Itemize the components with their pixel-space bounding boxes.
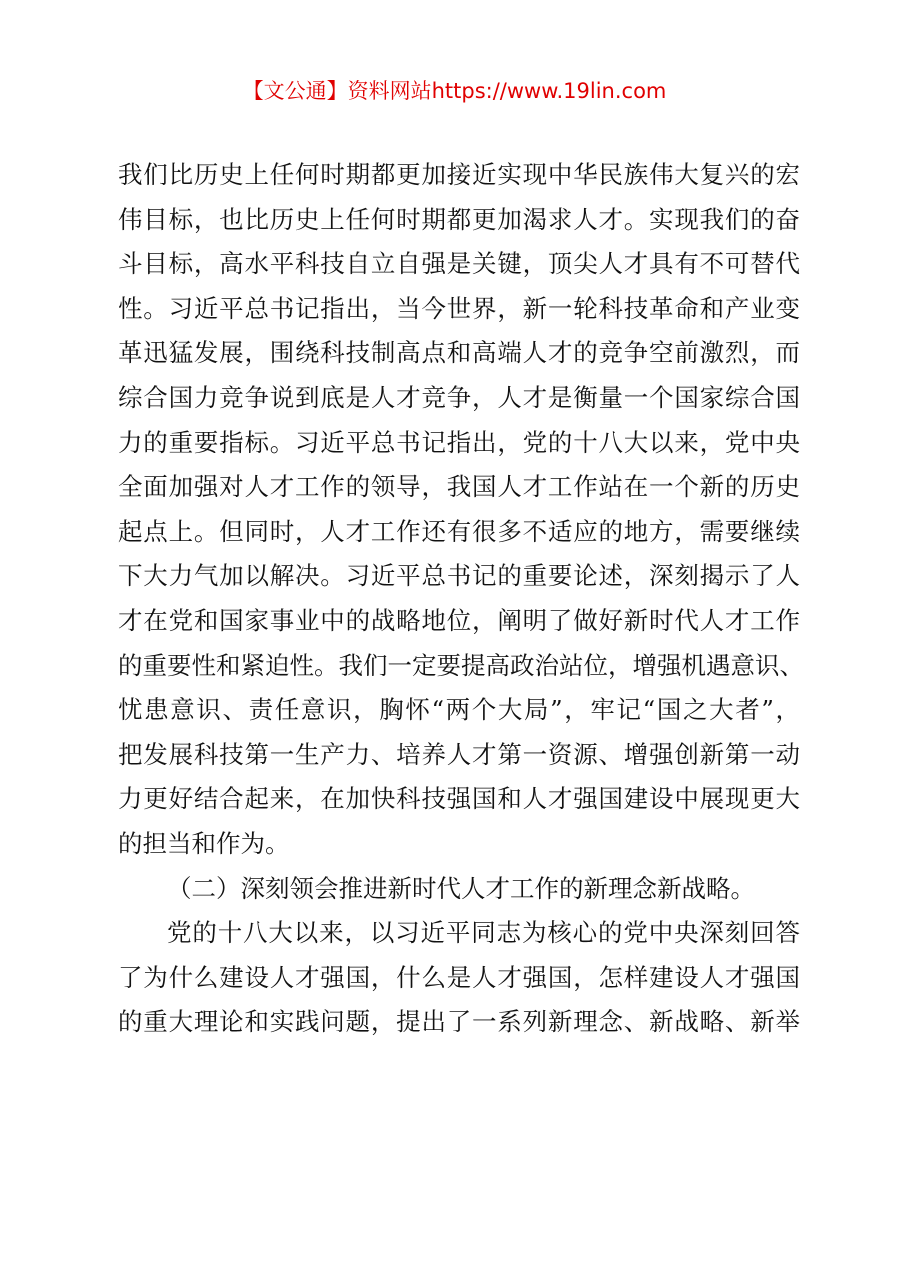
paragraph-line: 了为什么建设人才强国，什么是人才强国，怎样建设人才强国 xyxy=(118,962,800,992)
body-line: 把发展科技第一生产力、培养人才第一资源、增强创新第一动 xyxy=(118,739,800,769)
body-line: 的重要性和紧迫性。我们一定要提高政治站位，增强机遇意识、 xyxy=(118,650,804,680)
body-line: 斗目标，高水平科技自立自强是关键，顶尖人才具有不可替代 xyxy=(118,249,800,279)
body-line: 起点上。但同时，人才工作还有很多不适应的地方，需要继续 xyxy=(118,516,800,546)
paragraph-line: 党的十八大以来，以习近平同志为核心的党中央深刻回答 xyxy=(167,918,800,948)
document-body xyxy=(118,153,804,1045)
body-line: 性。习近平总书记指出，当今世界，新一轮科技革命和产业变 xyxy=(118,293,800,323)
body-line: 的担当和作为。 xyxy=(118,828,290,858)
paragraph-line: 的重大理论和实践问题，提出了一系列新理念、新战略、新举 xyxy=(118,1007,800,1037)
body-line: 革迅猛发展，围绕科技制高点和高端人才的竞争空前激烈，而 xyxy=(118,338,800,368)
body-line: 力的重要指标。习近平总书记指出，党的十八大以来，党中央 xyxy=(118,427,800,457)
site-label: 【文公通】资料网站 xyxy=(242,79,432,103)
body-line: 我们比历史上任何时期都更加接近实现中华民族伟大复兴的宏 xyxy=(118,160,800,189)
section-heading: （二）深刻领会推进新时代人才工作的新理念新战略。 xyxy=(167,873,755,903)
body-line: 忧患意识、责任意识，胸怀“两个大局”，牢记“国之大者”， xyxy=(118,695,800,725)
site-watermark-header xyxy=(0,76,909,106)
body-line: 下大力气加以解决。习近平总书记的重要论述，深刻揭示了人 xyxy=(118,561,800,591)
site-link[interactable]: https://www.19lin.com xyxy=(431,79,667,103)
body-line: 才在党和国家事业中的战略地位，阐明了做好新时代人才工作 xyxy=(118,605,800,635)
body-line: 伟目标，也比历史上任何时期都更加渴求人才。实现我们的奋 xyxy=(118,204,800,234)
body-line: 力更好结合起来，在加快科技强国和人才强国建设中展现更大 xyxy=(118,784,800,814)
body-line: 全面加强对人才工作的领导，我国人才工作站在一个新的历史 xyxy=(118,472,800,502)
body-line: 综合国力竞争说到底是人才竞争，人才是衡量一个国家综合国 xyxy=(118,382,800,412)
